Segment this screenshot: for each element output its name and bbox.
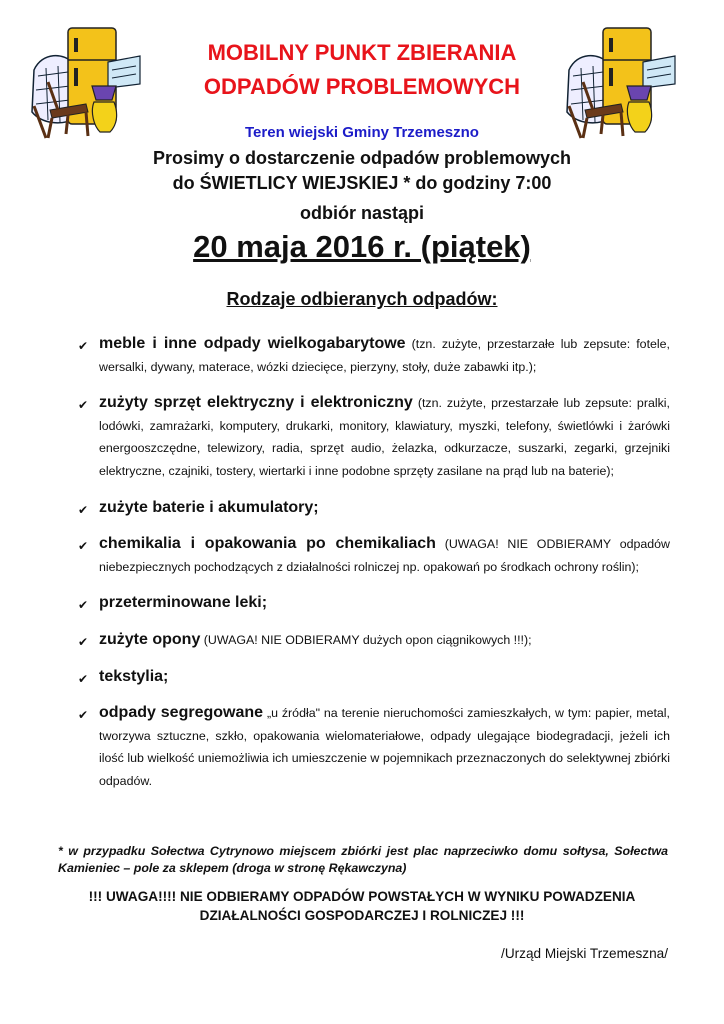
item-head: zużyte opony xyxy=(99,630,201,648)
request-line-2: do ŚWIETLICY WIEJSKIEJ * do godziny 7:00 xyxy=(172,173,552,193)
waste-types-heading: Rodzaje odbieranych odpadów: xyxy=(226,289,498,309)
list-item xyxy=(78,333,670,378)
item-head: odpady segregowane xyxy=(99,704,264,722)
request xyxy=(0,146,724,196)
item-head: przeterminowane leki; xyxy=(99,594,268,612)
list-item xyxy=(78,392,670,482)
signature: /Urząd Miejski Trzemeszna/ xyxy=(501,946,668,961)
list-item xyxy=(78,666,670,689)
title-line-2: ODPADÓW PROBLEMOWYCH xyxy=(203,74,521,99)
item-desc: (tzn. zużyte, przestarzałe lub zepsute: fotele, wersalki, dywany, materace, wózki dziecięce, pierzyny, stoły, duże zabawki itp.); xyxy=(99,337,670,374)
item-desc: „u źródła" na terenie nieruchomości zamieszkałych, w tym: papier, metal, tworzywa sztuczne, szkło, opakowania wielomateriałowe, odpady ulegające biodegradacji, jeżeli ich ilość lub wielkość uniemożliwia ich umieszczenie w pojemnikach przeznaczonych do selektywnej zbiórki odpadów. xyxy=(99,706,671,788)
item-head: meble i inne odpady wielkogabarytowe xyxy=(99,335,406,352)
warning-line-2: DZIAŁALNOŚCI GOSPODARCZEJ I ROLNICZEJ !!! xyxy=(199,908,525,923)
item-head: zużyte baterie i akumulatory; xyxy=(99,498,319,516)
title-line-1: MOBILNY PUNKT ZBIERANIA xyxy=(207,40,517,65)
checkmark-icon: ✔ xyxy=(78,671,89,686)
collection-date: 20 maja 2016 r. (piątek) xyxy=(193,229,531,264)
warning-line-1: !!! UWAGA!!!! NIE ODBIERAMY ODPADÓW POWSTAŁYCH W WYNIKU POWADZENIA xyxy=(88,889,636,904)
item-head: tekstylia; xyxy=(99,667,169,685)
checkmark-icon: ✔ xyxy=(78,634,89,649)
pickup-note: odbiór nastąpi xyxy=(299,203,424,223)
request-line-1: Prosimy o dostarczenie odpadów problemowych xyxy=(152,148,572,168)
list-item xyxy=(78,592,670,615)
list-item xyxy=(78,702,670,792)
subtitle: Teren wiejski Gminy Trzemeszno xyxy=(245,124,479,141)
list-item xyxy=(78,497,670,520)
item-desc: (UWAGA! NIE ODBIERAMY odpadów niebezpiecznych pochodzących z działalności rolniczej np. opakowań po środkach ochrony roślin); xyxy=(99,537,670,574)
item-desc: (tzn. zużyte, przestarzałe lub zepsute: pralki, lodówki, zamrażarki, komputery, drukarki, monitory, klawiatury, myszki, telefony, świetlówki i żarówki energooszczędne, telewizory, radia, sprzęt audio, żelazka, odkurzacze, suszarki, zegarki, grzejniki elektryczne, czajniki, tostery, wiertarki i inne podobne sprzęty zasilane na prąd lub na baterie); xyxy=(99,396,670,478)
item-desc: (UWAGA! NIE ODBIERAMY dużych opon ciągnikowych !!!); xyxy=(203,632,532,647)
checkmark-icon: ✔ xyxy=(78,539,89,554)
checkmark-icon: ✔ xyxy=(78,708,89,723)
title xyxy=(0,36,724,104)
list-item xyxy=(78,533,670,578)
checkmark-icon: ✔ xyxy=(78,398,89,413)
item-head: chemikalia i opakowania po chemikaliach xyxy=(99,535,436,553)
list-item xyxy=(78,629,670,652)
waste-types-list xyxy=(78,333,670,807)
warning xyxy=(40,887,684,925)
item-head: zużyty sprzęt elektryczny i elektroniczny xyxy=(99,394,413,412)
checkmark-icon: ✔ xyxy=(78,598,89,613)
footnote: * w przypadku Sołectwa Cytrynowo miejscem zbiórki jest plac naprzeciwko domu sołtysa, Sołectwa Kamieniec – pole za sklepem (droga w stronę Rękawczyna) xyxy=(58,844,668,875)
checkmark-icon: ✔ xyxy=(78,502,89,517)
checkmark-icon: ✔ xyxy=(78,339,89,353)
